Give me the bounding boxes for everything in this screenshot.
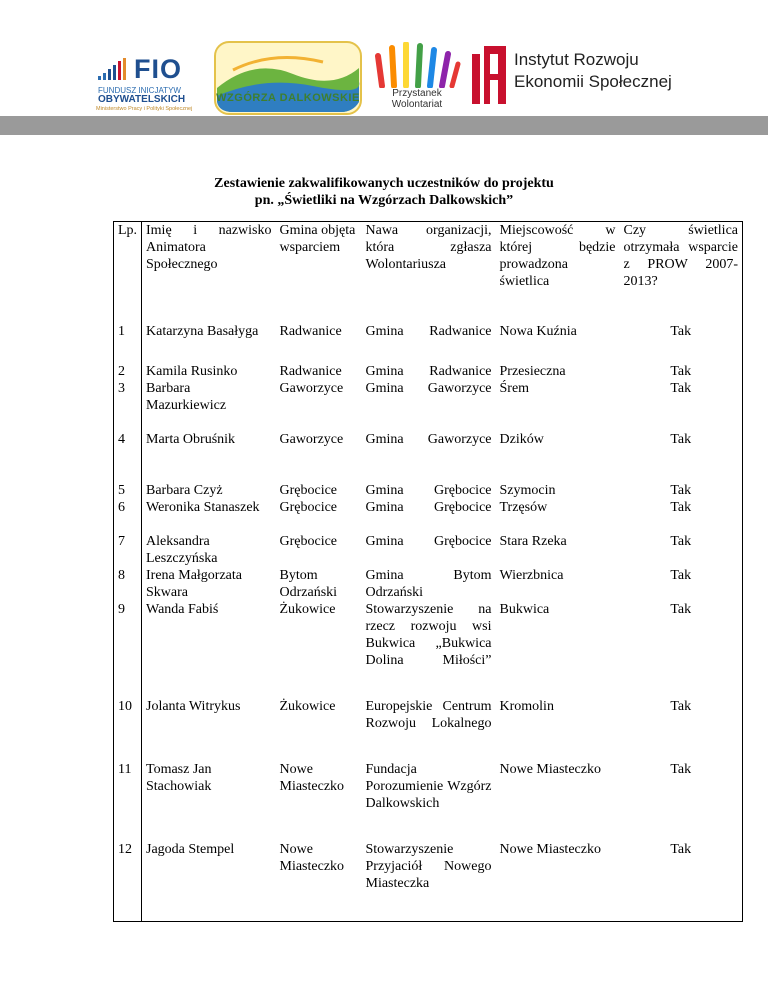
hills-icon (213, 40, 363, 120)
cell-prow-support: Tak (620, 380, 743, 431)
header-prow: Czy świetlica otrzymała wsparcie z PROW 2007-2013? (620, 222, 743, 324)
cell-animator-name: Kamila Rusinko (142, 363, 276, 380)
table-row (114, 482, 743, 499)
cell-animator-name: Barbara Czyż (142, 482, 276, 499)
cell-prow-support: Tak (620, 761, 743, 841)
cell-animator-name: Jolanta Witrykus (142, 698, 276, 761)
cell-locality: Nowe Miasteczko (496, 841, 620, 922)
table-body (114, 222, 743, 922)
table-row (114, 841, 743, 922)
przystanek-logo (372, 42, 462, 122)
instytut-line2: Ekonomii Społecznej (514, 72, 672, 91)
cell-gmina: Żukowice (279, 602, 336, 617)
fio-line2: OBYWATELSKICH (98, 94, 186, 105)
cell-animator-name: Katarzyna Basałyga (142, 323, 276, 363)
table-row (114, 567, 743, 601)
cell-locality: Nowe Miasteczko (499, 762, 601, 777)
cell-gmina: Gaworzyce (279, 432, 344, 447)
cell-organization: Stowarzyszenie na rzecz rozwoju wsi Bukwica „Bukwica Dolina Miłości” (365, 602, 492, 668)
cell-gmina: Nowe Miasteczko (276, 841, 362, 922)
cell-prow-support: Tak (620, 363, 743, 380)
instytut-line1: Instytut Rozwoju (514, 50, 639, 69)
title-line2: pn. „Świetliki na Wzgórzach Dalkowskich” (254, 193, 514, 208)
cell-prow-support: Tak (620, 533, 743, 567)
instytut-logo (470, 46, 710, 116)
cell-lp: 7 (114, 533, 142, 567)
cell-prow-support: Tak (620, 841, 743, 922)
cell-lp: 1 (114, 323, 142, 363)
cell-organization: Gmina Gaworzyce (365, 432, 492, 447)
cell-prow-support: Tak (620, 482, 743, 499)
table-row (114, 363, 743, 380)
cell-lp: 8 (114, 567, 142, 601)
cell-organization: Gmina Bytom Odrzański (365, 568, 492, 600)
logos-header (0, 40, 768, 120)
cell-animator-name: Aleksandra Leszczyńska (142, 533, 276, 567)
participants-table (113, 221, 743, 922)
cell-lp: 2 (114, 363, 142, 380)
cell-prow-support: Tak (620, 431, 743, 482)
cell-organization: Gmina Grębocice (365, 534, 492, 549)
header-band (0, 116, 768, 135)
header-name: Imię i nazwisko Animatora Społecznego (142, 222, 276, 324)
cell-prow-support: Tak (620, 601, 743, 698)
cell-lp: 10 (114, 698, 142, 761)
cell-organization: Gmina Radwanice (365, 364, 492, 379)
cell-locality: Nowa Kuźnia (499, 324, 577, 339)
title-line1: Zestawienie zakwalifikowanych uczestników do projektu (214, 176, 554, 191)
cell-organization: Fundacja Porozumienie Wzgórz Dalkowskich (365, 762, 492, 811)
header-gmina: Gmina objęta wsparciem (276, 222, 362, 324)
cell-lp: 11 (114, 761, 142, 841)
cell-animator-name: Irena Małgorzata Skwara (142, 567, 276, 601)
cell-gmina: Grębocice (279, 534, 338, 549)
cell-locality: Dzików (499, 432, 544, 447)
cell-locality: Śrem (499, 381, 530, 396)
fio-logo (96, 52, 206, 112)
cell-gmina: Grębocice (279, 500, 338, 515)
ires-mark-icon (470, 46, 510, 106)
table-row (114, 499, 743, 533)
table-row (114, 323, 743, 363)
cell-organization: Gmina Radwanice (365, 324, 492, 339)
cell-organization: Gmina Grębocice (365, 483, 492, 498)
wzgorza-logo (213, 40, 363, 120)
table-row (114, 761, 743, 841)
przystanek-line2: Wolontariat (391, 99, 443, 110)
cell-lp: 12 (114, 841, 142, 922)
cell-animator-name: Tomasz Jan Stachowiak (142, 761, 276, 841)
table-row (114, 601, 743, 698)
cell-prow-support: Tak (620, 698, 743, 761)
cell-locality: Kromolin (499, 699, 554, 714)
header-locality: Miejscowość w której będzie prowadzona świetlica (496, 222, 620, 324)
cell-organization: Stowarzyszenie Przyjaciół Nowego Miasteczka (362, 841, 496, 922)
cell-locality: Przesieczna (499, 364, 566, 379)
cell-lp: 3 (114, 380, 142, 431)
cell-gmina: Żukowice (279, 699, 336, 714)
cell-gmina: Gaworzyce (279, 381, 344, 396)
cell-prow-support: Tak (620, 499, 743, 533)
cell-animator-name: Wanda Fabiś (142, 601, 276, 698)
cell-animator-name: Marta Obruśnik (142, 431, 276, 482)
cell-gmina: Nowe Miasteczko (279, 762, 345, 794)
cell-locality: Szymocin (499, 483, 556, 498)
document-title (0, 175, 768, 209)
cell-locality: Bukwica (499, 602, 550, 617)
cell-prow-support: Tak (620, 567, 743, 601)
cell-lp: 4 (114, 431, 142, 482)
table-header-row (114, 222, 743, 324)
cell-organization: Gmina Gaworzyce (365, 381, 492, 396)
table-row (114, 533, 743, 567)
cell-locality: Wierzbnica (499, 568, 564, 583)
header-organization: Nawa organizacji, która zgłasza Wolontariusza (362, 222, 496, 324)
hands-icon (372, 42, 462, 88)
table-row (114, 431, 743, 482)
fio-line3: Ministerstwo Pracy i Polityki Społecznej (96, 106, 193, 112)
cell-animator-name: Jagoda Stempel (142, 841, 276, 922)
cell-organization: Europejskie Centrum Rozwoju Lokalnego (365, 699, 492, 731)
fio-title: FIO (134, 54, 182, 84)
przystanek-line1: Przystanek (392, 88, 442, 99)
cell-lp: 6 (114, 499, 142, 533)
wzgorza-text: WZGÓRZA DALKOWSKIE (216, 92, 360, 104)
table-row (114, 698, 743, 761)
cell-gmina: Radwanice (279, 364, 342, 379)
cell-organization: Gmina Grębocice (365, 500, 492, 515)
cell-gmina: Radwanice (279, 324, 342, 339)
cell-locality: Trzęsów (499, 500, 548, 515)
cell-locality: Stara Rzeka (499, 534, 567, 549)
table-row (114, 380, 743, 431)
cell-animator-name: Barbara Mazurkiewicz (142, 380, 276, 431)
cell-lp: 9 (114, 601, 142, 698)
cell-prow-support: Tak (620, 323, 743, 363)
fio-line1: FUNDUSZ INICJATYW (98, 86, 181, 95)
header-lp: Lp. (114, 222, 142, 324)
fio-bars-icon (98, 58, 132, 82)
cell-gmina: Bytom Odrzański (279, 568, 338, 600)
cell-gmina: Grębocice (279, 483, 338, 498)
cell-lp: 5 (114, 482, 142, 499)
cell-animator-name: Weronika Stanaszek (142, 499, 276, 533)
